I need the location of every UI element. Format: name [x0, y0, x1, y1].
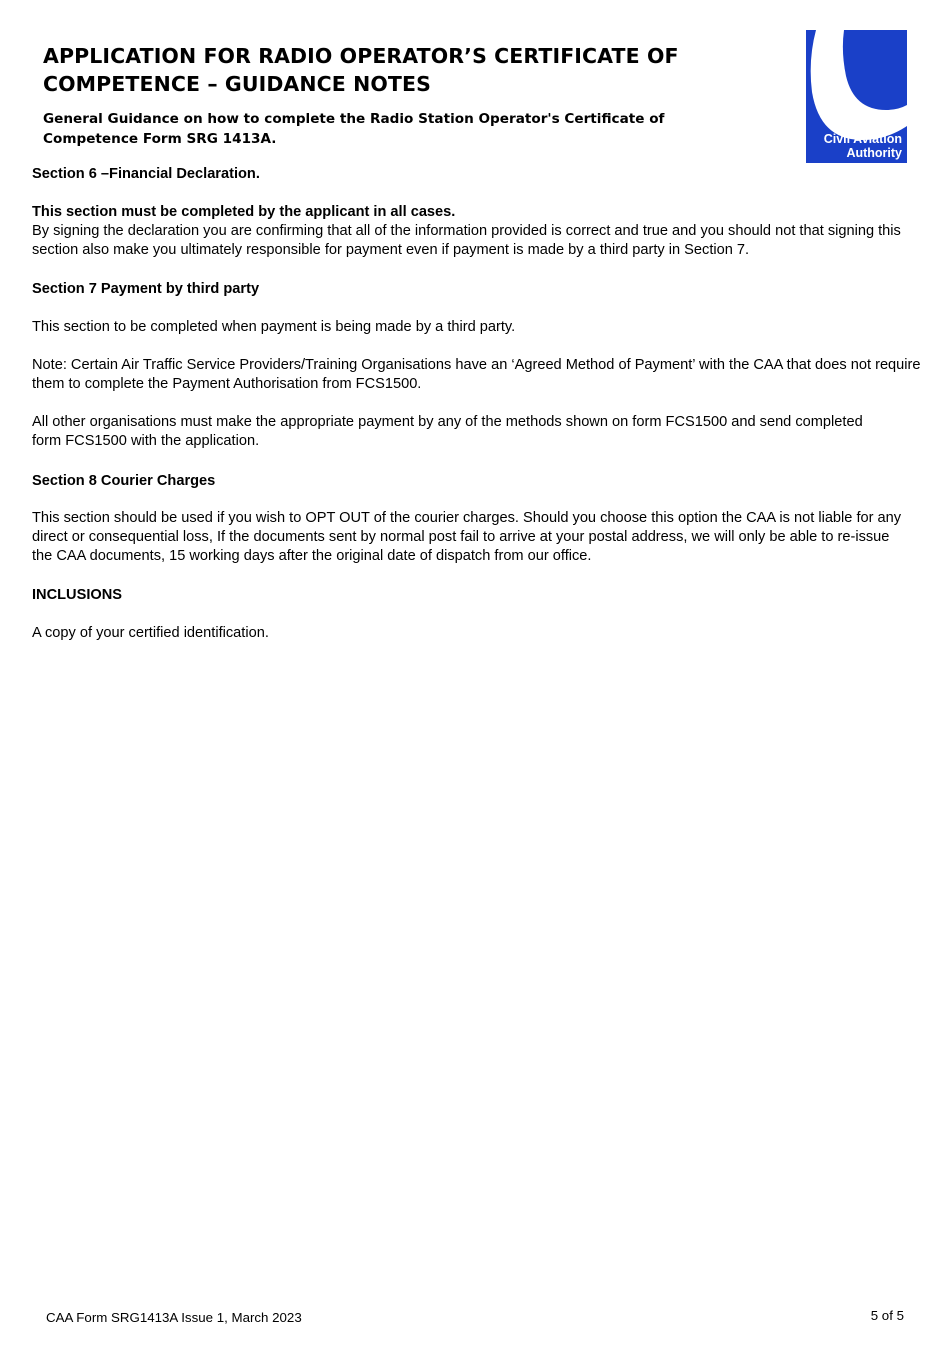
logo-text-line-1: Civil Aviation — [823, 132, 902, 146]
page-subtitle — [43, 109, 723, 149]
section-7-paragraph-3: All other organisations must make the appropriate payment by any of the methods shown on form FCS1500 and send completed form FCS1500 with the application. — [32, 414, 863, 449]
subtitle-line-1: General Guidance on how to complete the Radio Station Operator's Certificate of — [43, 111, 665, 127]
inclusions-paragraph: A copy of your certified identification. — [32, 625, 269, 641]
section-7-paragraph-2: Note: Certain Air Traffic Service Providers/Training Organisations have an ‘Agreed Method of Payment’ with the CAA that does not require them to complete the Payment Authorisation from FCS1500. — [32, 357, 921, 392]
footer-form-reference: CAA Form SRG1413A Issue 1, March 2023 — [46, 1310, 302, 1325]
title-line-1: APPLICATION FOR RADIO OPERATOR’S CERTIFICATE OF — [43, 44, 679, 68]
section-6-subheading: This section must be completed by the applicant in all cases. — [32, 204, 456, 220]
page-title — [43, 42, 743, 98]
section-8-paragraph: This section should be used if you wish to OPT OUT of the courier charges. Should you choose this option the CAA is not liable for any direct or consequential loss, If the documents sent by normal post fail to arrive at your postal address, we will only be able to re-issue the CAA documents, 15 working days after the original date of dispatch from our office. — [32, 510, 902, 564]
section-7-heading: Section 7 Payment by third party — [32, 281, 260, 297]
caa-logo — [806, 30, 907, 163]
caa-logo-text — [824, 132, 902, 160]
section-7-paragraph-1: This section to be completed when payment is being made by a third party. — [32, 319, 516, 335]
section-6-paragraph: By signing the declaration you are confirming that all of the information provided is correct and true and you should not that signing this section also make you ultimately responsible for payment even if payment is made by a third party in Section 7. — [32, 223, 901, 258]
logo-text-line-2: Authority — [846, 146, 902, 160]
footer-page-number: 5 of 5 — [870, 1308, 904, 1323]
section-6-heading: Section 6 –Financial Declaration. — [32, 166, 260, 182]
inclusions-heading: INCLUSIONS — [32, 587, 122, 603]
subtitle-line-2: Competence Form SRG 1413A. — [43, 131, 277, 147]
section-8-heading: Section 8 Courier Charges — [32, 473, 216, 489]
title-line-2: COMPETENCE – GUIDANCE NOTES — [43, 72, 431, 96]
